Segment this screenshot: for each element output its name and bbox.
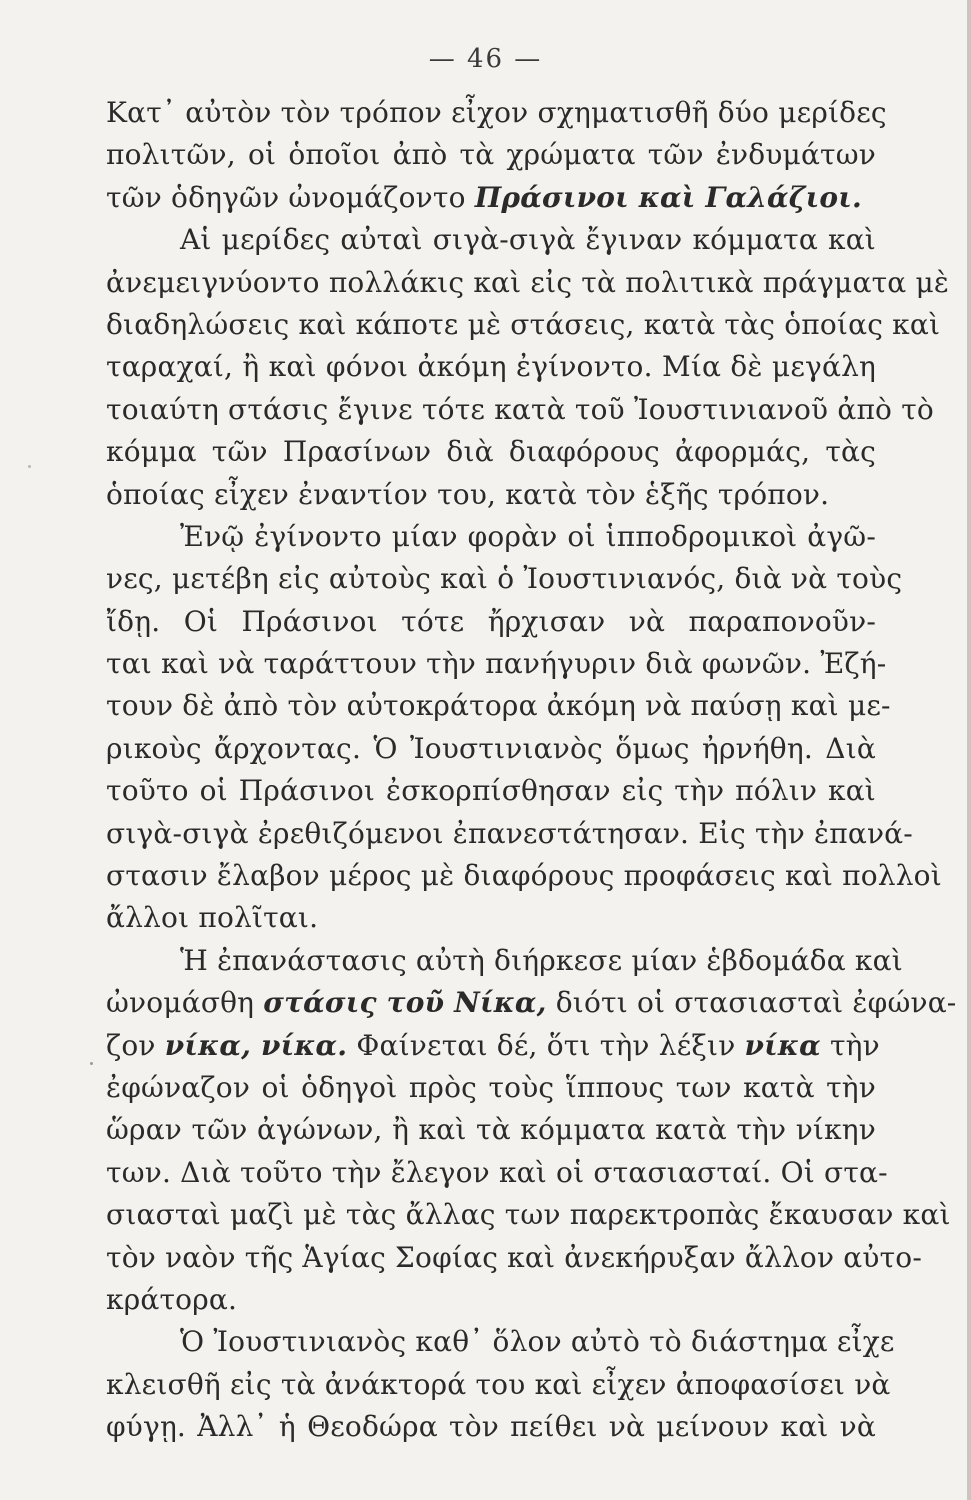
text-line: ἴδῃ. Οἱ Πράσινοι τότε ἤρχισαν νὰ παραπονοῦν- (106, 604, 876, 638)
paper-speck (90, 1062, 93, 1065)
emphasis-text: Πράσινοι καὶ Γαλάζιοι. (474, 180, 862, 214)
text-line: τουν δὲ ἀπὸ τὸν αὐτοκράτορα ἀκόμη νὰ παύσῃ καὶ με- (106, 689, 891, 723)
text-line: νες, μετέβη εἰς αὐτοὺς καὶ ὁ Ἰουστινιανός, διὰ νὰ τοὺς (106, 562, 903, 596)
text-line: ἄλλοι πολῖται. (106, 901, 319, 935)
text-line: κλεισθῆ εἰς τὰ ἀνάκτορά του καὶ εἶχεν ἀποφασίσει νὰ (106, 1367, 891, 1401)
text-line: διαδηλώσεις καὶ κάποτε μὲ στάσεις, κατὰ τὰς ὁποίας καὶ (106, 307, 941, 341)
page-number: — 46 — (428, 44, 543, 74)
text-line: τοῦτο οἱ Πράσινοι ἐσκορπίσθησαν εἰς τὴν πόλιν καὶ (106, 774, 876, 808)
text-line: Κατ᾿ αὐτὸν τὸν τρόπον εἶχον σχηματισθῆ δύο μερίδες (106, 96, 887, 129)
text-line: ἐφώναζον οἱ ὁδηγοὶ πρὸς τοὺς ἵππους των κατὰ τὴν (106, 1070, 876, 1104)
text-line: ἀνεμειγνύοντο πολλάκις καὶ εἰς τὰ πολιτικὰ πράγματα μὲ (106, 265, 950, 299)
text-line: σιασταὶ μαζὶ μὲ τὰς ἄλλας των παρεκτροπὰς ἔκαυσαν καὶ (106, 1198, 951, 1232)
text-line: τῶν ὁδηγῶν ὠνομάζοντο Πράσινοι καὶ Γαλάζιοι. (106, 180, 862, 214)
text-line: πολιτῶν, οἱ ὁποῖοι ἀπὸ τὰ χρώματα τῶν ἐνδυμάτων (106, 138, 876, 172)
text-line: σιγὰ-σιγὰ ἐρεθιζόμενοι ἐπανεστάτησαν. Εἰς τὴν ἐπανά- (106, 816, 913, 850)
text-line: στασιν ἔλαβον μέρος μὲ διαφόρους προφάσεις καὶ πολλοὶ (106, 859, 942, 893)
emphasis-text: στάσις τοῦ Νίκα, (263, 986, 547, 1020)
paragraph-first-line: Ὁ Ἰουστινιανὸς καθ᾿ ὅλον αὐτὸ τὸ διάστημα εἶχε (180, 1325, 895, 1359)
body-text (106, 92, 957, 1449)
emphasis-text: νίκα, νίκα. (164, 1028, 348, 1062)
text-line: κόμμα τῶν Πρασίνων διὰ διαφόρους ἀφορμάς, τὰς (106, 435, 876, 469)
text-line: ζον νίκα, νίκα. Φαίνεται δέ, ὅτι τὴν λέξιν νίκα τὴν (106, 1028, 880, 1062)
text-line: ρικοὺς ἄρχοντας. Ὁ Ἰουστινιανὸς ὅμως ἠρνήθη. Διὰ (106, 731, 876, 765)
page-edge (967, 0, 971, 1500)
paper-speck (28, 465, 31, 468)
text-line: των. Διὰ τοῦτο τὴν ἔλεγον καὶ οἱ στασιασταί. Οἱ στα- (106, 1155, 888, 1189)
text-line: τοιαύτη στάσις ἔγινε τότε κατὰ τοῦ Ἰουστινιανοῦ ἀπὸ τὸ (106, 392, 934, 426)
text-line: ὁποίας εἶχεν ἐναντίον του, κατὰ τὸν ἑξῆς τρόπον. (106, 477, 830, 511)
text-line: ται καὶ νὰ ταράττουν τὴν πανήγυριν διὰ φωνῶν. Ἐζή- (106, 647, 887, 681)
text-line: κράτορα. (106, 1282, 238, 1316)
text-line: φύγῃ. Ἀλλ᾿ ἡ Θεοδώρα τὸν πείθει νὰ μείνουν καὶ νὰ (106, 1410, 876, 1444)
text-line: ταραχαί, ἢ καὶ φόνοι ἀκόμη ἐγίνοντο. Μία δὲ μεγάλη (106, 350, 876, 384)
text-line: ὠνομάσθη στάσις τοῦ Νίκα, διότι οἱ στασιασταὶ ἐφώνα- (106, 986, 957, 1020)
paragraph-first-line: Ἡ ἐπανάστασις αὐτὴ διήρκεσε μίαν ἑβδομάδα καὶ (180, 943, 903, 977)
text-line: ὥραν τῶν ἀγώνων, ἢ καὶ τὰ κόμματα κατὰ τὴν νίκην (106, 1113, 876, 1147)
text-line: τὸν ναὸν τῆς Ἁγίας Σοφίας καὶ ἀνεκήρυξαν ἄλλον αὐτο- (106, 1240, 923, 1274)
emphasis-text: νίκα (744, 1028, 821, 1062)
paragraph-first-line: Ἐνῷ ἐγίνοντο μίαν φορὰν οἱ ἱπποδρομικοὶ ἀγῶ- (180, 519, 876, 553)
paragraph-first-line: Αἱ μερίδες αὐταὶ σιγὰ-σιγὰ ἔγιναν κόμματα καὶ (180, 223, 876, 257)
